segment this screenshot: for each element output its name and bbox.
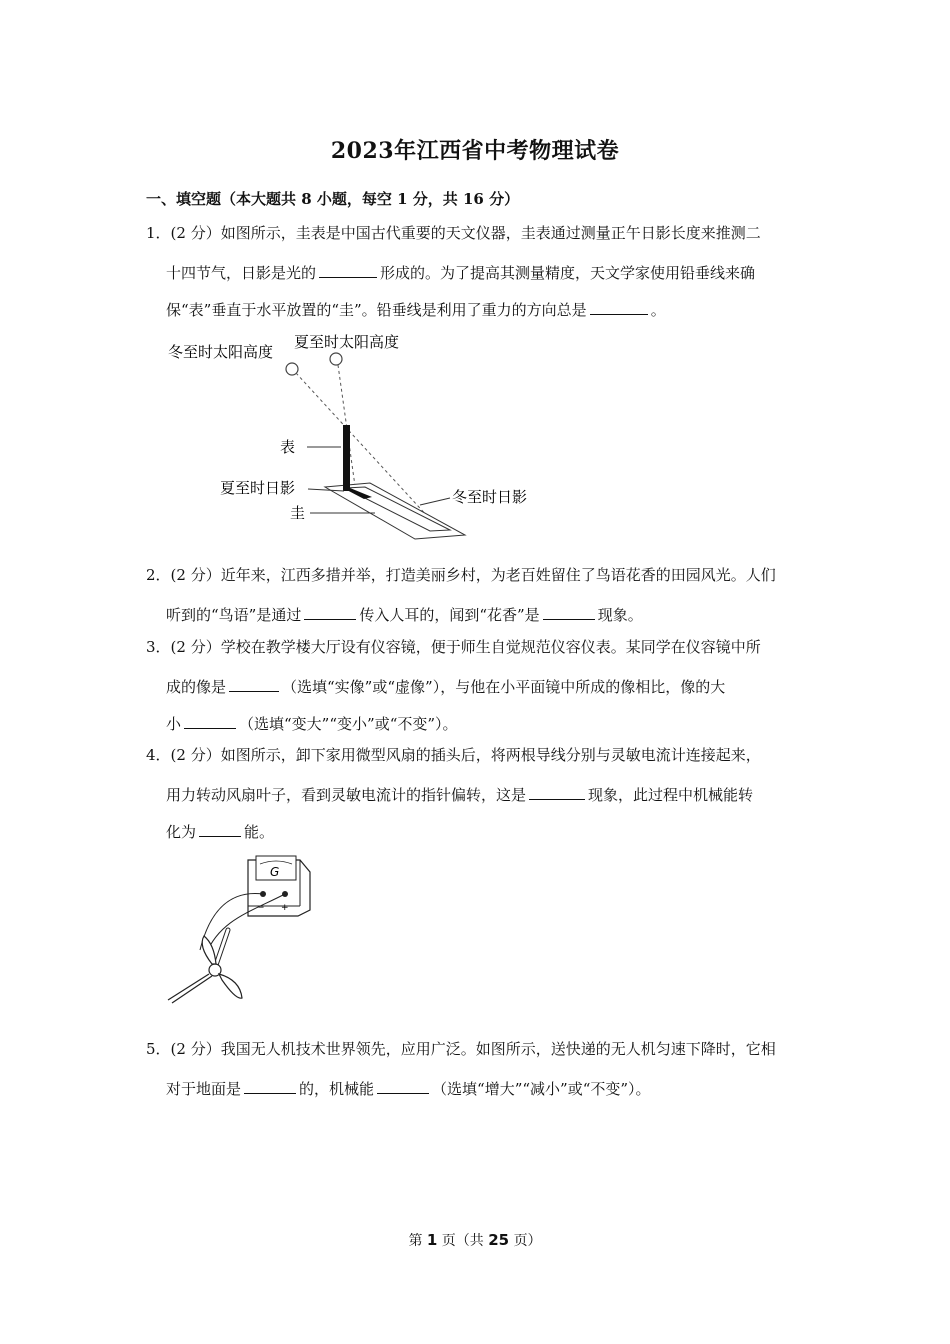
- q5-line-2: [166, 1079, 651, 1097]
- q3-text: （选填“变大”“变小”或“不变”）。: [239, 715, 458, 733]
- q1-line-2: [166, 263, 755, 281]
- q2-text: 现象。: [597, 606, 643, 624]
- summer-shadow-label: 夏至时日影: [220, 479, 296, 497]
- answer-blank[interactable]: [199, 822, 241, 837]
- page-footer: [0, 1230, 950, 1250]
- q5-text: 对于地面是: [166, 1080, 242, 1098]
- fan-blade-1-edge: [172, 976, 212, 1003]
- q3-line-1: 3．(2 分）学校在教学楼大厅设有仪容镜，便于师生自觉规范仪容仪表。某同学在仪容镜中所: [146, 638, 761, 656]
- q5-text: （选填“增大”“减小”或“不变”）。: [432, 1080, 651, 1098]
- q3-line-3: [166, 714, 458, 732]
- q4-text: 化为: [166, 823, 197, 841]
- galvanometer-label: G: [270, 865, 280, 879]
- q1-text: 保“表”垂直于水平放置的“圭”。铅垂线是利用了重力的方向总是: [166, 301, 587, 319]
- q2-line-1: 2．(2 分）近年来，江西多措并举，打造美丽乡村，为老百姓留住了鸟语花香的田园风光。人们: [146, 566, 776, 584]
- summer-sun-circle: [330, 353, 342, 365]
- q3-text: 小: [166, 715, 182, 733]
- gui-label: 圭: [290, 504, 306, 522]
- section-heading: 一、填空题（本大题共 8 小题，每空 1 分，共 16 分）: [146, 190, 520, 208]
- gnomon-label: 表: [280, 438, 296, 456]
- answer-blank[interactable]: [377, 1079, 429, 1094]
- footer-text: 页）: [513, 1233, 542, 1249]
- q4-text: 现象，此过程中机械能转: [588, 786, 754, 804]
- q3-text: （选填“实像”或“虚像”），与他在小平面镜中所成的像相比，像的大: [282, 678, 726, 696]
- q1-line-1: 1．(2 分）如图所示，圭表是中国古代重要的天文仪器，圭表通过测量正午日影长度来推测二: [146, 224, 761, 242]
- gnomon-post: [343, 425, 350, 491]
- footer-text: 页（共: [441, 1233, 484, 1249]
- summer-sun-label: 夏至时太阳高度: [294, 333, 400, 351]
- q2-text: 传入人耳的，闻到“花香”是: [359, 606, 540, 624]
- q4-line-3: [166, 822, 274, 840]
- gnomon-diagram: [160, 325, 550, 550]
- q1-text: 形成的。为了提高其测量精度，天文学家使用铅垂线来确: [380, 264, 756, 282]
- q1-line-3: [166, 300, 666, 318]
- total-pages: 25: [488, 1231, 510, 1249]
- q2-text: 听到的“鸟语”是通过: [166, 606, 302, 624]
- answer-blank[interactable]: [319, 263, 377, 278]
- fan-galvanometer-diagram: [160, 850, 320, 1010]
- fan-blade-2: [219, 974, 242, 998]
- fan-blade-1: [168, 974, 209, 1000]
- answer-blank[interactable]: [184, 714, 236, 729]
- answer-blank[interactable]: [304, 605, 356, 620]
- answer-blank[interactable]: [229, 677, 279, 692]
- page-number: 1: [426, 1231, 438, 1249]
- q3-line-2: [166, 677, 725, 695]
- page-title: 2023年江西省中考物理试卷: [330, 138, 620, 164]
- answer-blank[interactable]: [529, 785, 585, 800]
- winter-shadow-leader: [420, 498, 450, 505]
- q5-line-1: 5．(2 分）我国无人机技术世界领先，应用广泛。如图所示，送快递的无人机匀速下降时，它相: [146, 1040, 776, 1058]
- answer-blank[interactable]: [244, 1079, 296, 1094]
- q4-line-1: 4．(2 分）如图所示，卸下家用微型风扇的插头后，将两根导线分别与灵敏电流计连接起来，: [146, 746, 761, 764]
- plus-label: +: [281, 903, 289, 913]
- winter-shadow-label: 冬至时日影: [452, 488, 528, 506]
- answer-blank[interactable]: [543, 605, 595, 620]
- answer-blank[interactable]: [590, 300, 648, 315]
- minus-label: −: [257, 903, 265, 913]
- winter-sun-label: 冬至时太阳高度: [168, 343, 274, 361]
- q4-text: 能。: [244, 823, 275, 841]
- q1-text: 。: [650, 301, 666, 319]
- q4-text: 用力转动风扇叶子，看到灵敏电流计的指针偏转，这是: [166, 786, 527, 804]
- gnomon-figure: [160, 325, 550, 550]
- q1-text: 十四节气，日影是光的: [166, 264, 317, 282]
- fan-galvanometer-figure: [160, 850, 320, 1010]
- q2-line-2: [166, 605, 643, 623]
- q5-text: 的，机械能: [299, 1080, 375, 1098]
- footer-text: 第: [408, 1233, 423, 1249]
- q4-line-2: [166, 785, 753, 803]
- q3-text: 成的像是: [166, 678, 227, 696]
